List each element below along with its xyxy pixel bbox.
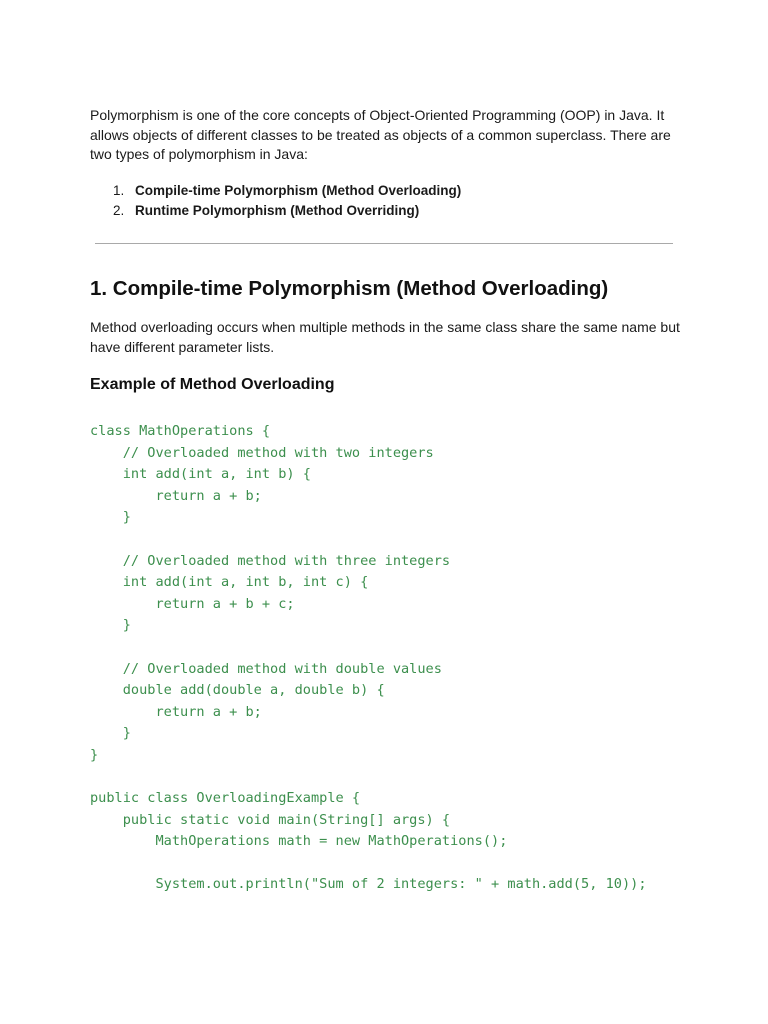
code-line: } bbox=[90, 617, 131, 634]
code-line bbox=[90, 853, 647, 875]
code-line: class MathOperations { bbox=[90, 423, 271, 439]
code-line: } bbox=[90, 746, 99, 763]
list-item bbox=[90, 181, 680, 201]
code-line: } bbox=[90, 725, 131, 742]
code-line: return a + b + c; bbox=[90, 595, 295, 612]
code-line: public static void main(String[] args) { bbox=[90, 811, 451, 828]
code-line: } bbox=[90, 509, 131, 526]
code-line: // Overloaded method with three integers bbox=[90, 552, 451, 569]
code-line: MathOperations math = new MathOperations(); bbox=[90, 833, 508, 850]
code-line bbox=[90, 529, 647, 551]
intro-paragraph: Polymorphism is one of the core concepts of Object-Oriented Programming (OOP) in Java. It allows objects of different classes to be treated as objects of a common superclass. There are two types of polymorphism in Java: bbox=[90, 107, 671, 162]
list-item-label: Runtime Polymorphism (Method Overriding) bbox=[135, 202, 420, 218]
code-line: double add(double a, double b) { bbox=[90, 682, 385, 699]
list-item-number: 1. bbox=[113, 182, 125, 198]
section-description: Method overloading occurs when multiple methods in the same class share the same name but have different parameter lists. bbox=[90, 319, 680, 355]
list-item bbox=[90, 201, 680, 221]
code-line: // Overloaded method with double values bbox=[90, 660, 442, 677]
example-heading: Example of Method Overloading bbox=[90, 376, 335, 393]
code-block bbox=[90, 421, 647, 896]
section-heading: 1. Compile-time Polymorphism (Method Overloading) bbox=[90, 277, 609, 300]
code-line: return a + b; bbox=[90, 487, 262, 504]
code-line: // Overloaded method with two integers bbox=[90, 444, 434, 461]
code-line: public class OverloadingExample { bbox=[90, 790, 361, 807]
list-item-number: 2. bbox=[113, 202, 125, 218]
code-line: return a + b; bbox=[90, 703, 262, 720]
horizontal-divider bbox=[95, 243, 673, 244]
code-line bbox=[90, 767, 647, 789]
list-item-label: Compile-time Polymorphism (Method Overloading) bbox=[135, 182, 462, 198]
code-line: int add(int a, int b) { bbox=[90, 466, 311, 483]
polymorphism-types-list bbox=[90, 181, 680, 221]
code-line bbox=[90, 637, 647, 659]
code-line: int add(int a, int b, int c) { bbox=[90, 574, 369, 591]
intro-section bbox=[90, 106, 680, 221]
code-line: System.out.println("Sum of 2 integers: " + math.add(5, 10)); bbox=[90, 876, 647, 893]
